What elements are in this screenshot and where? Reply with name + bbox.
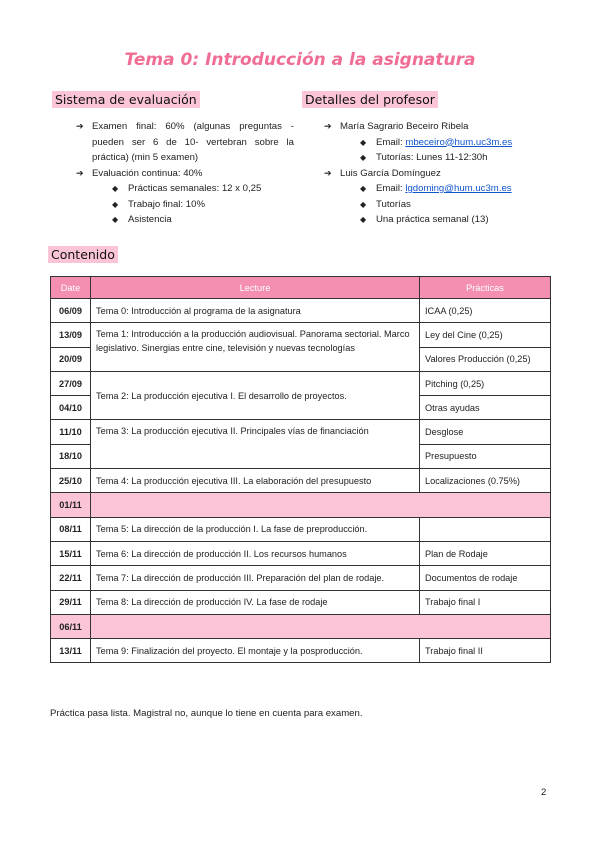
list-item [76, 181, 294, 197]
practica-cell: Pitching (0,25) [420, 371, 551, 395]
lecture-cell: Tema 4: La producción ejecutiva III. La elaboración del presupuesto [91, 469, 420, 493]
continuous-eval-text: Evaluación continua: 40% [92, 167, 203, 179]
practica-text: Una práctica semanal (13) [376, 214, 489, 225]
table-row [51, 639, 551, 663]
lecture-cell: Tema 7: La dirección de producción III. Preparación del plan de rodaje. [91, 566, 420, 590]
practica-cell: Otras ayudas [420, 396, 551, 420]
diamond-icon: ◆ [360, 215, 367, 224]
table-row [51, 493, 551, 517]
diamond-icon: ◆ [360, 153, 367, 162]
date-cell: 01/11 [51, 493, 91, 517]
evaluation-heading-text: Sistema de evaluación [52, 91, 200, 108]
schedule-table [50, 276, 551, 663]
list-item [76, 197, 294, 213]
arrow-icon: ➔ [324, 167, 332, 178]
practica-cell: Documentos de rodaje [420, 566, 551, 590]
table-row [51, 541, 551, 565]
table-row [51, 323, 551, 347]
list-item [324, 135, 554, 151]
arrow-icon: ➔ [324, 121, 332, 131]
practica-cell: Plan de Rodaje [420, 541, 551, 565]
list-item [76, 119, 294, 166]
lecture-cell: Tema 8: La dirección de producción IV. La fase de rodaje [91, 590, 420, 614]
practica-cell: Ley del Cine (0,25) [420, 323, 551, 347]
table-row [51, 590, 551, 614]
content-heading [48, 247, 118, 262]
sub-item-text: Prácticas semanales: 12 x 0,25 [128, 183, 262, 194]
date-cell: 11/10 [51, 420, 91, 444]
email-link[interactable]: mbeceiro@hum.uc3m.es [405, 136, 513, 148]
email-label: Email: [376, 136, 406, 148]
date-cell: 06/11 [51, 614, 91, 638]
lecture-cell: Tema 2: La producción ejecutiva I. El desarrollo de proyectos. [91, 371, 420, 420]
lecture-cell: Tema 3: La producción ejecutiva II. Principales vías de financiación [91, 420, 420, 469]
arrow-icon: ➔ [76, 167, 84, 178]
lecture-cell: Tema 0: Introducción al programa de la asignatura [91, 299, 420, 323]
diamond-icon: ◆ [112, 199, 119, 209]
list-item [324, 181, 554, 197]
lecture-cell: Tema 9: Finalización del proyecto. El montaje y la posproducción. [91, 639, 420, 663]
content-heading-text: Contenido [48, 246, 118, 263]
list-item [324, 150, 554, 166]
diamond-icon: ◆ [112, 184, 119, 193]
list-item [324, 119, 554, 135]
date-cell: 20/09 [51, 347, 91, 371]
table-row [51, 566, 551, 590]
table-row [51, 469, 551, 493]
teacher-name: Luis García Domínguez [340, 167, 441, 179]
sub-item-text: Trabajo final: 10% [128, 198, 205, 210]
date-cell: 27/09 [51, 371, 91, 395]
practica-cell: Trabajo final I [420, 590, 551, 614]
diamond-icon: ◆ [112, 215, 119, 224]
date-cell: 29/11 [51, 590, 91, 614]
lecture-cell: Tema 5: La dirección de la producción I. La fase de preproducción. [91, 517, 420, 541]
practica-cell [420, 517, 551, 541]
practica-cell: Localizaciones (0.75%) [420, 469, 551, 493]
page-number: 2 [541, 787, 547, 798]
date-cell: 13/11 [51, 639, 91, 663]
list-item [324, 166, 554, 182]
table-row [51, 517, 551, 541]
table-header-row [51, 277, 551, 299]
evaluation-heading [52, 92, 200, 107]
header-lecture: Lecture [91, 277, 420, 299]
date-cell: 22/11 [51, 566, 91, 590]
list-item [324, 212, 554, 228]
date-cell: 18/10 [51, 444, 91, 468]
list-item [324, 197, 554, 213]
date-cell: 04/10 [51, 396, 91, 420]
table-row [51, 371, 551, 395]
header-date: Date [51, 277, 91, 299]
teacher-name: María Sagrario Beceiro Ribela [340, 121, 469, 132]
email-link[interactable]: lgdoming@hum.uc3m.es [405, 183, 512, 194]
practica-cell: Desglose [420, 420, 551, 444]
list-item [76, 166, 294, 182]
diamond-icon: ◆ [360, 184, 367, 193]
holiday-cell [91, 614, 551, 638]
footer-note: Práctica pasa lista. Magistral no, aunque lo tiene en cuenta para examen. [50, 708, 363, 719]
table-row [51, 614, 551, 638]
table-row [51, 420, 551, 444]
evaluation-list [76, 119, 294, 228]
table-row [51, 299, 551, 323]
lecture-cell: Tema 1: Introducción a la producción audiovisual. Panorama sectorial. Marco legislativo. Sinergias entre cine, televisión y nuevas tecnologías [91, 323, 420, 372]
sub-item-text: Asistencia [128, 214, 172, 225]
date-cell: 15/11 [51, 541, 91, 565]
teacher-heading-text: Detalles del profesor [302, 91, 438, 108]
date-cell: 25/10 [51, 469, 91, 493]
list-item [76, 212, 294, 228]
page-title: Tema 0: Introducción a la asignatura [124, 50, 476, 70]
lecture-cell: Tema 6: La dirección de producción II. Los recursos humanos [91, 541, 420, 565]
date-cell: 13/09 [51, 323, 91, 347]
date-cell: 08/11 [51, 517, 91, 541]
teacher-list [324, 119, 554, 228]
practica-cell: Valores Producción (0,25) [420, 347, 551, 371]
tutorias-text: Tutorías: Lunes 11-12:30h [376, 152, 488, 163]
arrow-icon: ➔ [76, 121, 84, 131]
tutorias-text: Tutorías [376, 198, 411, 210]
practica-cell: Trabajo final II [420, 639, 551, 663]
diamond-icon: ◆ [360, 137, 367, 147]
email-label: Email: [376, 183, 406, 194]
diamond-icon: ◆ [360, 199, 367, 209]
exam-final-text: Examen final: 60% (algunas preguntas -pueden ser 6 de 10- vertebran sobre la práctica) (min 5 examen) [92, 121, 294, 163]
teacher-heading [302, 92, 438, 107]
date-cell: 06/09 [51, 299, 91, 323]
holiday-cell [91, 493, 551, 517]
practica-cell: ICAA (0,25) [420, 299, 551, 323]
practica-cell: Presupuesto [420, 444, 551, 468]
header-practicas: Prácticas [420, 277, 551, 299]
